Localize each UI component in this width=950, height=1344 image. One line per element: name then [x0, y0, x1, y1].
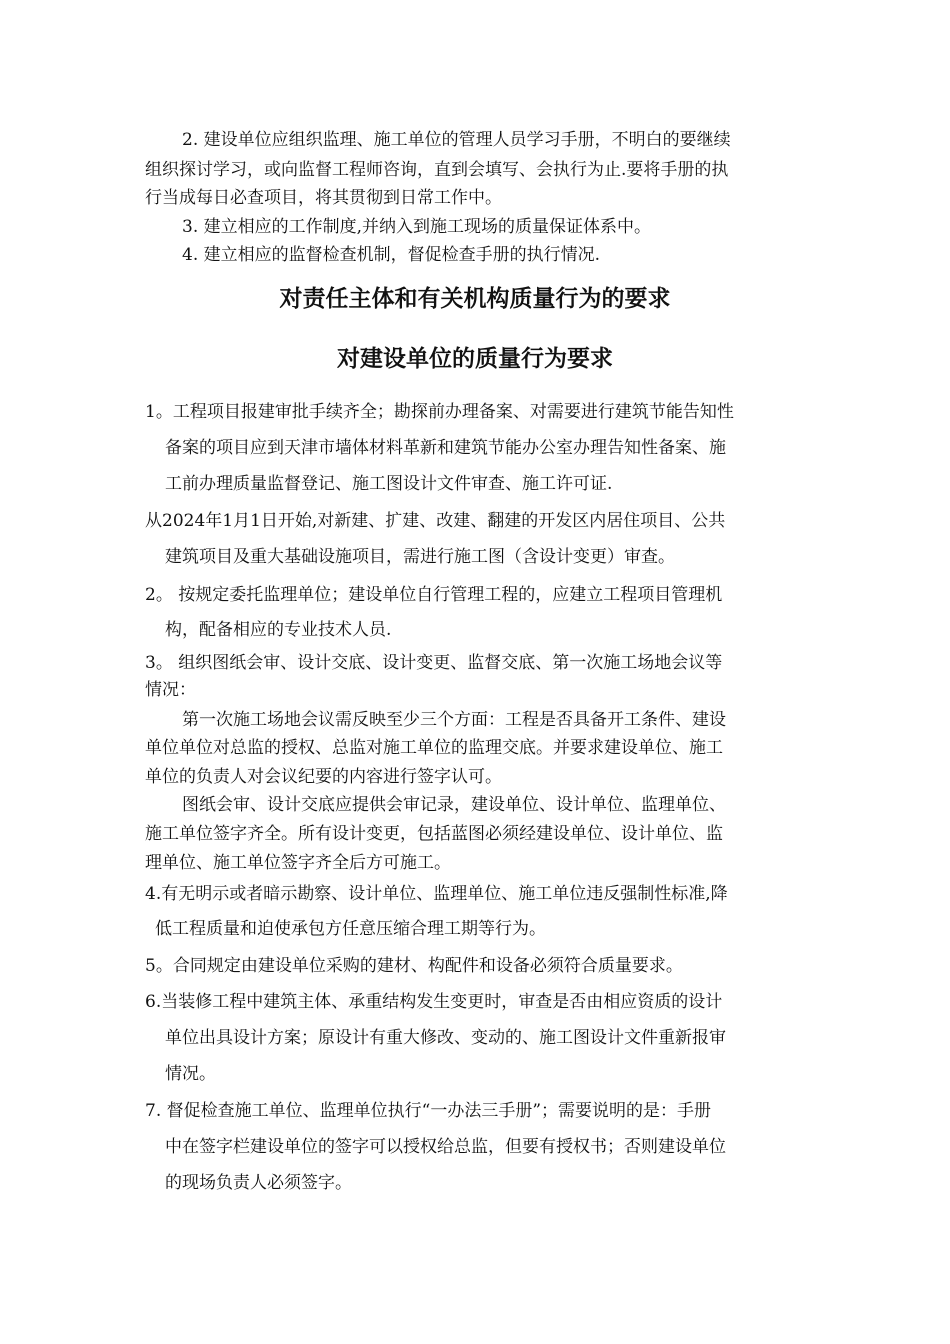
- item-2-line-1: 2。 按规定委托监理单位；建设单位自行管理工程的，应建立工程项目管理机: [145, 585, 723, 605]
- item-7-line-1: 7. 督促检查施工单位、监理单位执行“一办法三手册”；需要说明的是：手册: [145, 1101, 712, 1121]
- item-7-line-3: 的现场负责人必须签字。: [165, 1173, 352, 1193]
- item-1-line-1: 1。工程项目报建审批手续齐全；勘探前办理备案、对需要进行建筑节能告知性: [145, 402, 734, 422]
- meeting-para-line-2: 单位单位对总监的授权、总监对施工单位的监理交底。并要求建设单位、施工: [145, 738, 723, 758]
- intro-item-3: 3. 建立相应的工作制度,并纳入到施工现场的质量保证体系中。: [182, 217, 652, 237]
- item-1-line-2: 备案的项目应到天津市墙体材料革新和建筑节能办公室办理告知性备案、施: [165, 438, 726, 458]
- meeting-para-line-1: 第一次施工场地会议需反映至少三个方面：工程是否具备开工条件、建设: [182, 710, 726, 730]
- sub-heading: 对建设单位的质量行为要求: [337, 346, 613, 372]
- review-para-line-3: 理单位、施工单位签字齐全后方可施工。: [145, 853, 451, 873]
- intro-item-2-line-3: 行当成每日必查项目，将其贯彻到日常工作中。: [145, 188, 502, 208]
- review-para-line-1: 图纸会审、设计交底应提供会审记录，建设单位、设计单位、监理单位、: [182, 795, 726, 815]
- note-2024-line-1: 从2024年1月1日开始,对新建、扩建、改建、翻建的开发区内居住项目、公共: [145, 511, 726, 531]
- item-5: 5。合同规定由建设单位采购的建材、构配件和设备必须符合质量要求。: [145, 956, 683, 976]
- note-2024-line-2: 建筑项目及重大基础设施项目，需进行施工图（含设计变更）审查。: [165, 547, 675, 567]
- item-6-line-3: 情况。: [165, 1064, 216, 1084]
- item-7-line-2: 中在签字栏建设单位的签字可以授权给总监，但要有授权书；否则建设单位: [165, 1137, 726, 1157]
- intro-item-2-line-1: 2. 建设单位应组织监理、施工单位的管理人员学习手册，不明白的要继续: [182, 130, 731, 150]
- item-6-line-1: 6.当装修工程中建筑主体、承重结构发生变更时，审查是否由相应资质的设计: [145, 992, 723, 1012]
- item-6-line-2: 单位出具设计方案；原设计有重大修改、变动的、施工图设计文件重新报审: [165, 1028, 726, 1048]
- item-4-line-2: 低工程质量和迫使承包方任意压缩合理工期等行为。: [155, 919, 546, 939]
- main-heading: 对责任主体和有关机构质量行为的要求: [279, 286, 671, 312]
- review-para-line-2: 施工单位签字齐全。所有设计变更，包括蓝图必须经建设单位、设计单位、监: [145, 824, 723, 844]
- item-2-line-2: 构，配备相应的专业技术人员.: [165, 620, 392, 640]
- item-4-line-1: 4.有无明示或者暗示勘察、设计单位、监理单位、施工单位违反强制性标准,降: [145, 884, 728, 904]
- intro-item-4: 4. 建立相应的监督检查机制，督促检查手册的执行情况.: [182, 245, 601, 265]
- meeting-para-line-3: 单位的负责人对会议纪要的内容进行签字认可。: [145, 767, 502, 787]
- intro-item-2-line-2: 组织探讨学习，或向监督工程师咨询，直到会填写、会执行为止.要将手册的执: [145, 160, 729, 180]
- item-3-line-2: 情况：: [145, 680, 196, 700]
- item-3-line-1: 3。 组织图纸会审、设计交底、设计变更、监督交底、第一次施工场地会议等: [145, 653, 723, 673]
- item-1-line-3: 工前办理质量监督登记、施工图设计文件审查、施工许可证.: [165, 474, 613, 494]
